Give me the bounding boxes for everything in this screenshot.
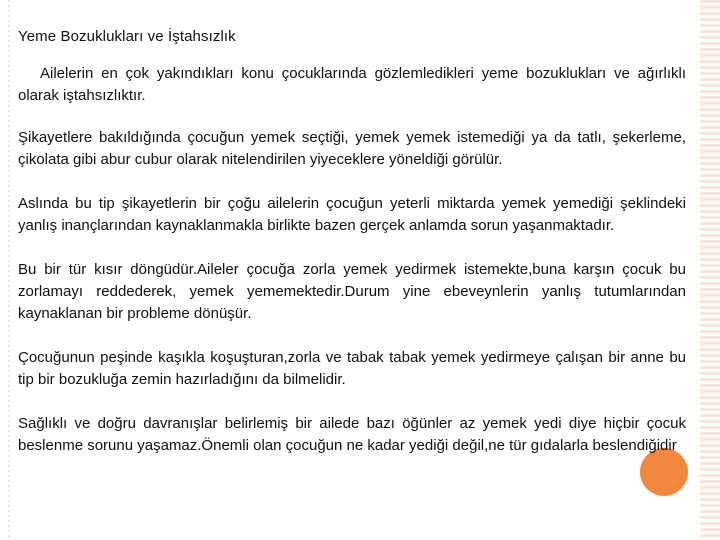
paragraph-6: Sağlıklı ve doğru davranışlar belirlemiş bir ailede bazı öğünler az yemek yedi diye hiçbir çocuk beslenme sorunu yaşamaz.Önemli olan çocuğun ne kadar yediği değil,ne tür gıdalarla beslendiğidir xyxy=(18,415,686,454)
paragraph-1: Ailelerin en çok yakındıkları konu çocuklarında gözlemledikleri yeme bozuklukları ve ağırlıklı olarak iştahsızlıktır. xyxy=(18,65,686,104)
paragraph-4: Bu bir tür kısır döngüdür.Aileler çocuğa zorla yemek yedirmek istemekte,buna karşın çocuk bu zorlamayı reddederek, yemek yememektedir.Durum yine ebeveynlerin yanlış tutumlarından kaynaklanan bir probleme dönüşür. xyxy=(18,261,686,322)
paragraph-5: Çocuğunun peşinde kaşıkla koşuşturan,zorla ve tabak tabak yemek yedirmeye çalışan bir anne bu tip bir bozukluğa zemin hazırladığını da bilmelidir. xyxy=(18,349,686,388)
left-decorative-line xyxy=(8,0,10,540)
right-decorative-border xyxy=(700,0,720,540)
slide-title: Yeme Bozuklukları ve İştahsızlık xyxy=(18,28,236,45)
paragraph-3: Aslında bu tip şikayetlerin bir çoğu ailelerin çocuğun yeterli miktarda yemek yemediği şeklindeki yanlış inançlarından kaynaklanmakla birlikte bazen gerçek anlamda sorun yaşanmaktadır. xyxy=(18,195,686,234)
slide-content xyxy=(18,28,686,479)
paragraph-2: Şikayetlere bakıldığında çocuğun yemek seçtiği, yemek yemek istemediği ya da tatlı, şekerleme, çikolata gibi abur cubur olarak nitelendirilen yiyeceklere yöneldiği görülür. xyxy=(18,129,686,168)
